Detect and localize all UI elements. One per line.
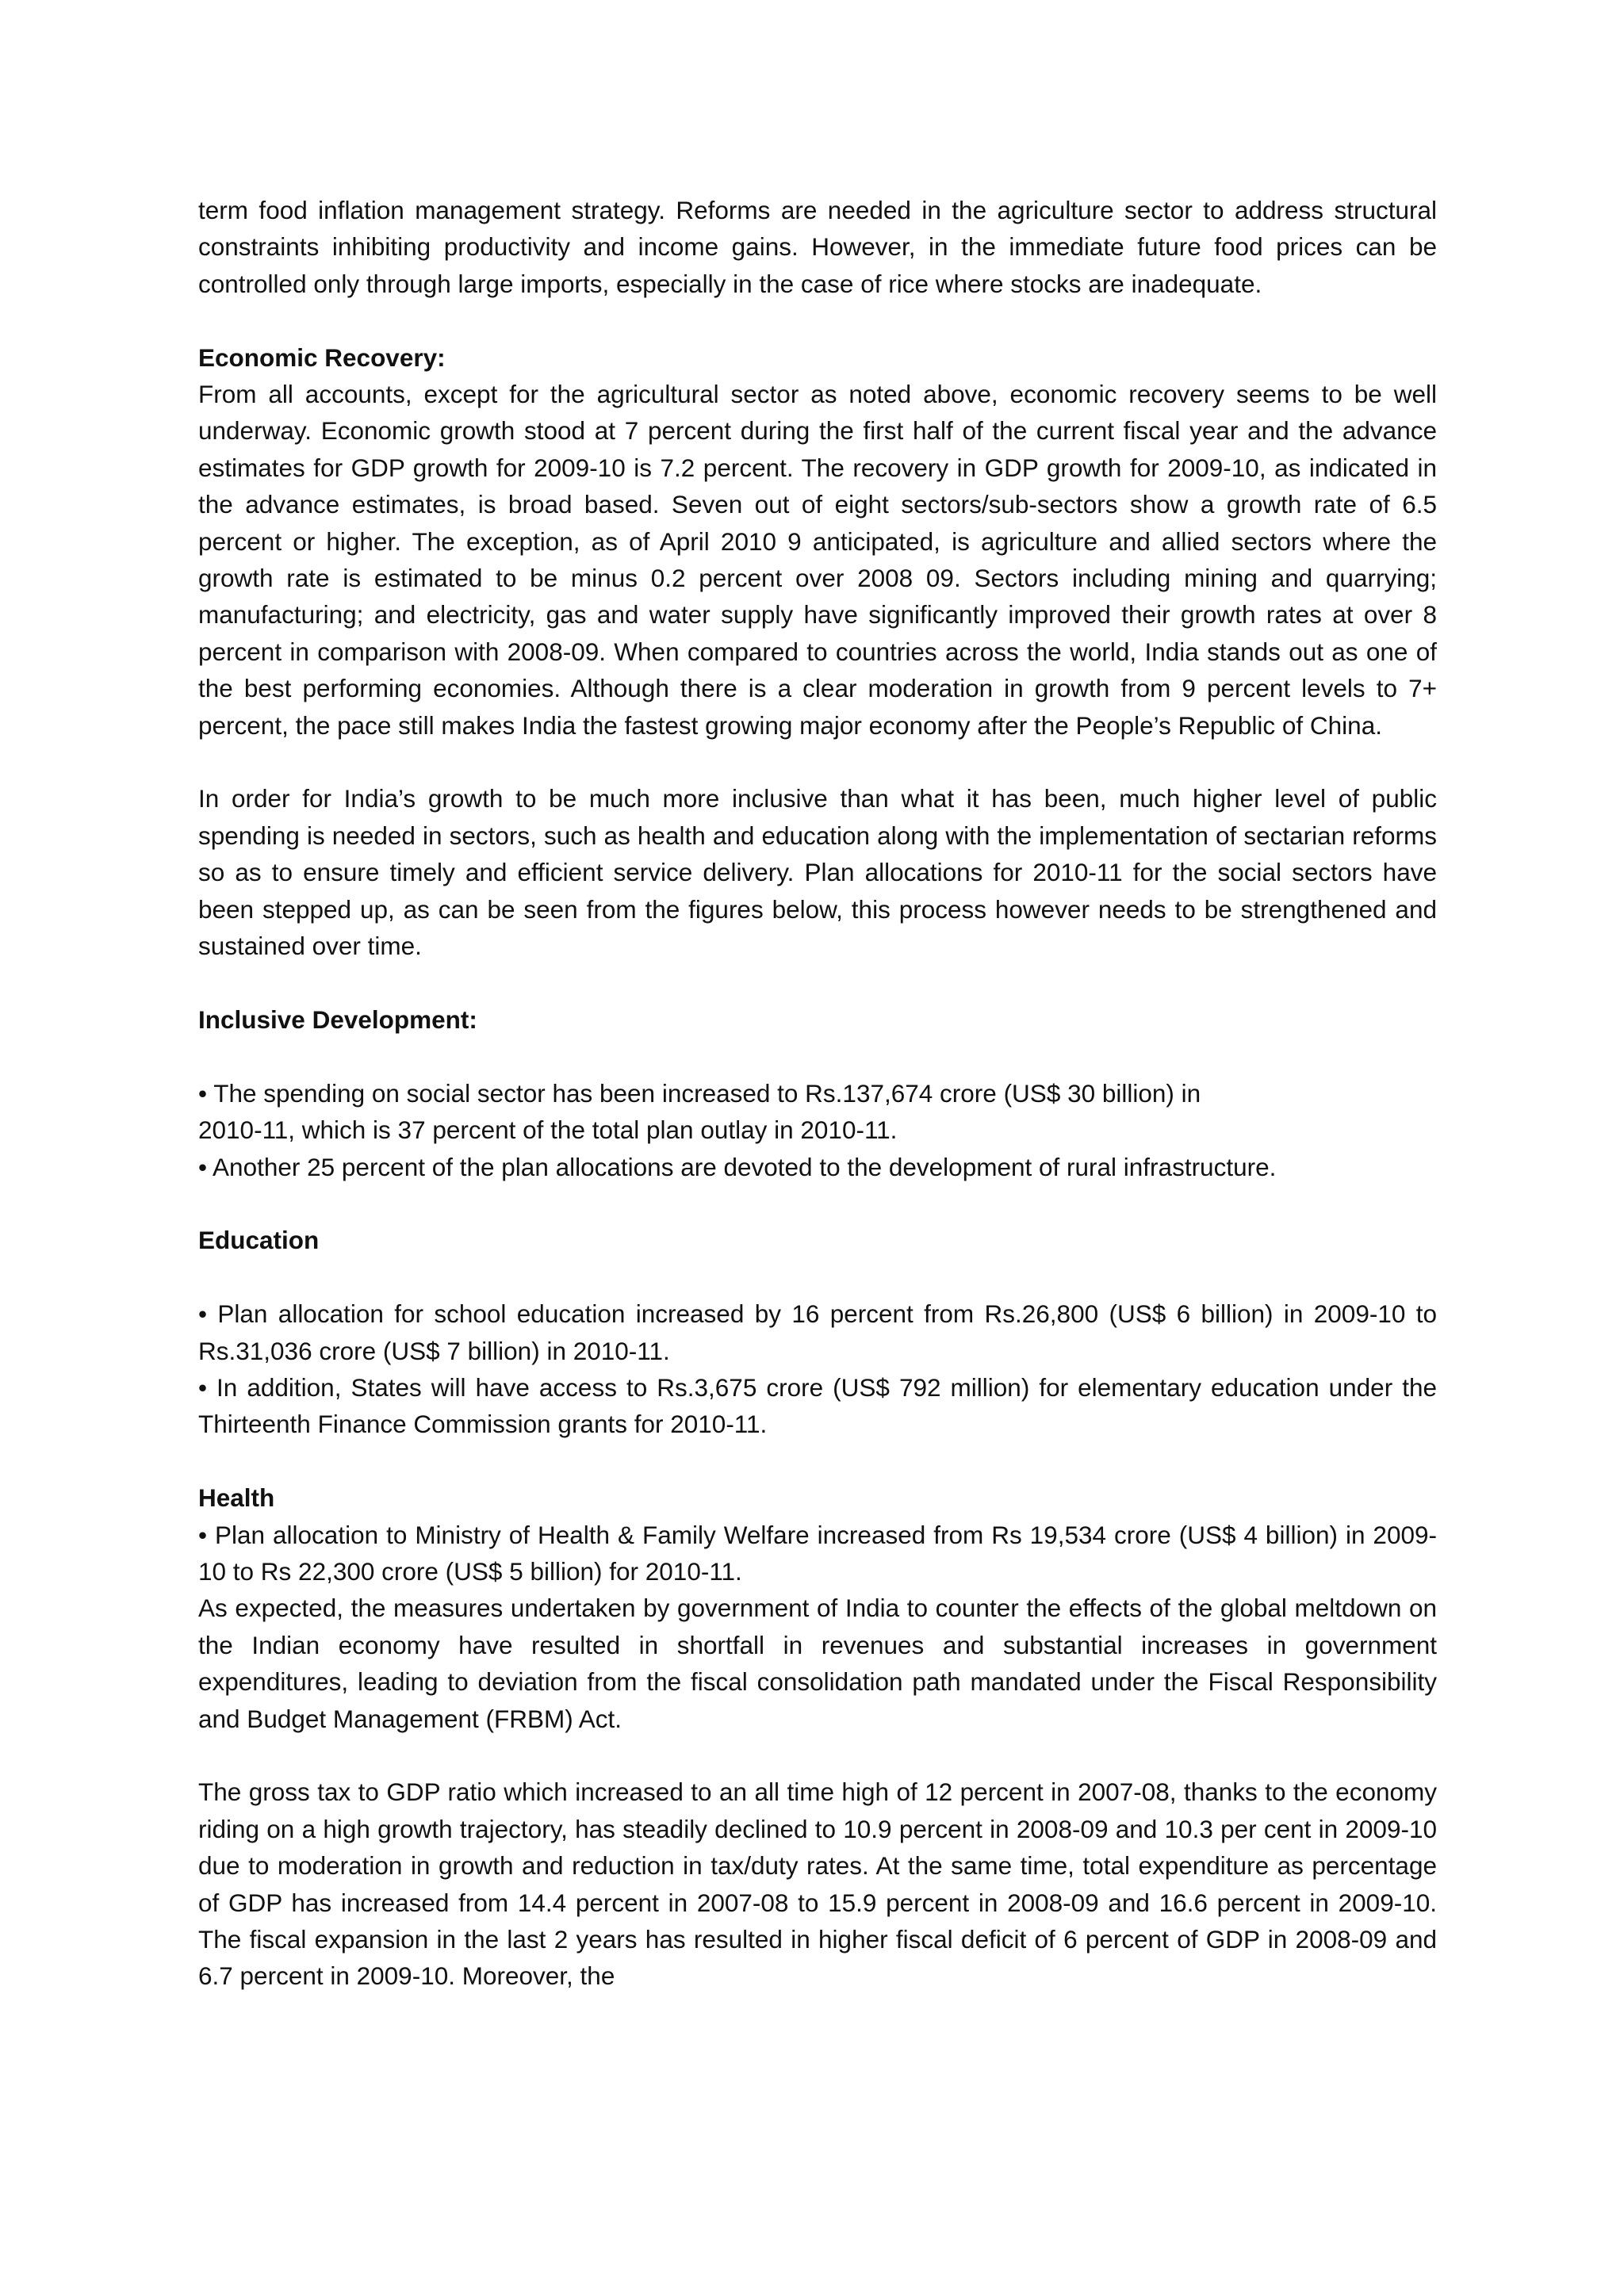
spacer [198, 1038, 1437, 1074]
document-page [198, 192, 1437, 1995]
education-bullet-1: • Plan allocation for school education increased by 16 percent from Rs.26,800 (US$ 6 billion) in 2009-10 to Rs.31,036 crore (US$ 7 billion) in 2010-11. [198, 1299, 1437, 1365]
economic-recovery-paragraph-2: In order for India’s growth to be much more inclusive than what it has been, much higher level of public spending is needed in sectors, such as health and education along with the implementation of sectarian reforms so as to ensure timely and efficient service delivery. Plan allocations for 2010-11 for the social sectors have been stepped up, as can be seen from the figures below, this process however needs to be strengthened and sustained over time. [198, 784, 1437, 961]
inclusive-development-bullet-2: • Another 25 percent of the plan allocations are devoted to the development of rural infrastructure. [198, 1152, 1277, 1181]
health-paragraph-1: As expected, the measures undertaken by government of India to counter the effects of the global meltdown on the Indian economy have resulted in shortfall in revenues and substantial increases in government expenditures, leading to deviation from the fiscal consolidation path mandated under the Fiscal Responsibility and Budget Management (FRBM) Act. [198, 1594, 1437, 1733]
health-bullet-1: • Plan allocation to Ministry of Health & Family Welfare increased from Rs 19,534 crore (US$ 4 billion) in 2009-10 to Rs 22,300 crore (US$ 5 billion) for 2010-11. [198, 1520, 1437, 1586]
spacer [198, 1259, 1437, 1295]
section-heading-inclusive-development: Inclusive Development: [198, 1004, 477, 1034]
spacer [198, 744, 1437, 780]
spacer [198, 965, 1437, 1001]
spacer [198, 302, 1437, 339]
spacer [198, 1443, 1437, 1479]
intro-paragraph: term food inflation management strategy. Reforms are needed in the agriculture sector to address structural constraints inhibiting productivity and income gains. However, in the immediate future food prices can be controlled only through large imports, especially in the case of rice where stocks are inadequate. [198, 196, 1437, 298]
section-heading-health: Health [198, 1483, 275, 1513]
spacer [198, 1185, 1437, 1222]
economic-recovery-paragraph-1: From all accounts, except for the agricultural sector as noted above, economic recovery seems to be well underway. Economic growth stood at 7 percent during the first half of the current fiscal year and the advance estimates for GDP growth for 2009-10 is 7.2 percent. The recovery in GDP growth for 2009-10, as indicated in the advance estimates, is broad based. Seven out of eight sectors/sub-sectors show a growth rate of 6.5 percent or higher. The exception, as of April 2010 9 anticipated, is agriculture and allied sectors where the growth rate is estimated to be minus 0.2 percent over 2008 09. Sectors including mining and quarrying; manufacturing; and electricity, gas and water supply have significantly improved their growth rates at over 8 percent in comparison with 2008-09. When compared to countries across the world, India stands out as one of the best performing economies. Although there is a clear moderation in growth from 9 percent levels to 7+ percent, the pace still makes India the fastest growing major economy after the People’s Republic of China. [198, 380, 1437, 740]
section-heading-economic-recovery: Economic Recovery: [198, 342, 446, 372]
health-paragraph-2: The gross tax to GDP ratio which increased to an all time high of 12 percent in 2007-08, thanks to the economy riding on a high growth trajectory, has steadily declined to 10.9 percent in 2008-09 and 10.3 per cent in 2009-10 due to moderation in growth and reduction in tax/duty rates. At the same time, total expenditure as percentage of GDP has increased from 14.4 percent in 2007-08 to 15.9 percent in 2008-09 and 16.6 percent in 2009-10. The fiscal expansion in the last 2 years has resulted in higher fiscal deficit of 6 percent of GDP in 2008-09 and 6.7 percent in 2009-10. Moreover, the [198, 1777, 1437, 1991]
section-heading-education: Education [198, 1226, 320, 1255]
education-bullet-2: • In addition, States will have access to Rs.3,675 crore (US$ 792 million) for elementary education under the Thirteenth Finance Commission grants for 2010-11. [198, 1372, 1437, 1439]
inclusive-development-bullet-1-line-2: 2010-11, which is 37 percent of the total plan outlay in 2010-11. [198, 1115, 898, 1145]
inclusive-development-bullet-1-line-1: • The spending on social sector has been increased to Rs.137,674 crore (US$ 30 billion) in [198, 1078, 1201, 1108]
spacer [198, 1737, 1437, 1774]
